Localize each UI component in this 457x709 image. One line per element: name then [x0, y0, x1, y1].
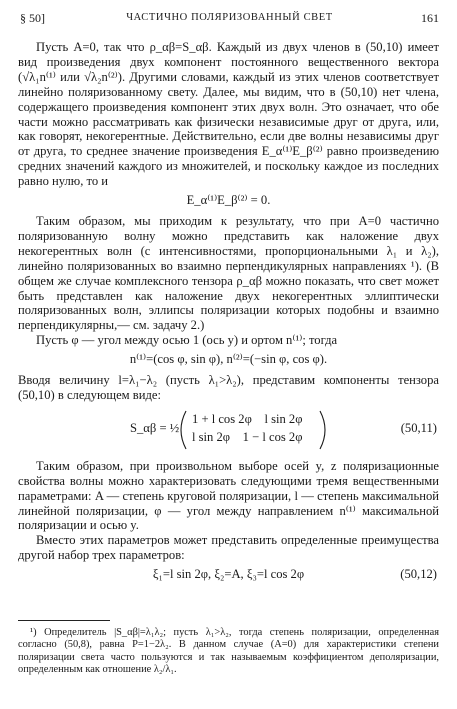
paragraph-5: Таким образом, при произвольном выборе осей y, z поляризационные свойства волны можно характеризовать следующими тремя вещественными параметрами: A — степень круговой поляризации, l — степень максимальной линейной поляризации, φ — угол между направлением n⁽¹⁾ максимальной поляризации и осью y.	[18, 458, 439, 533]
equation-lhs: S_αβ = ½	[130, 420, 180, 435]
paragraph-6: Вместо этих параметров может представить определенные преимущества другой набор трех параметров:	[18, 533, 439, 563]
footnote-rule	[18, 620, 110, 621]
paragraph-4: Вводя величину l=λ₁−λ₂ (пусть λ₁>λ₂), представим компоненты тензора (50,10) в следующем виде:	[18, 373, 439, 402]
running-header	[20, 10, 439, 26]
equation-xi: ξ₁=l sin 2φ, ξ₂=A, ξ₃=l cos 2φ	[152, 567, 305, 582]
paragraph-1: Пусть A=0, так что ρ_αβ=S_αβ. Каждый из двух членов в (50,10) имеет вид произведения двух компонент постоянного вещественного вектора (√λ₁n⁽¹⁾ или √λ₂n⁽²⁾). Другими словами, каждый из этих членов соответствует линейно поляризованному свету. Далее, мы видим, что в (50,10) нет члена, содержащего произведения компонент этих двух волн. Это означает, что обе части можно рассматривать как физически независимые друг от друга, или, как говорят, некогерентные. Действительно, если две волны независимы друг от друга, то среднее значение произведения E_α⁽¹⁾E_β⁽²⁾ равно произведению средних значений каждого из множителей, и поскольку каждое из последних равно нулю, то и	[18, 40, 439, 189]
matrix-row-1: 1 + l cos 2φ l sin 2φ	[192, 411, 303, 426]
matrix-row-2: l sin 2φ 1 − l cos 2φ	[192, 429, 303, 444]
footnote	[18, 627, 439, 677]
page-number: 161	[421, 11, 439, 25]
running-title: ЧАСТИЧНО ПОЛЯРИЗОВАННЫЙ СВЕТ	[126, 12, 333, 23]
section-number: § 50]	[20, 11, 45, 25]
paragraph-3: Пусть φ — угол между осью 1 (ось y) и ортом n⁽¹⁾; тогда	[36, 333, 338, 348]
equation-number: (50,11)	[400, 420, 437, 435]
equation-zero: E_α⁽¹⁾E_β⁽²⁾ = 0.	[186, 193, 271, 208]
equation-50-12	[18, 567, 439, 582]
body-text	[18, 40, 439, 582]
equation-n-vectors: n⁽¹⁾=(cos φ, sin φ), n⁽²⁾=(−sin φ, cos φ).	[129, 352, 328, 367]
footnote-text: ¹) Определитель |S_αβ|=λ₁λ₂; пусть λ₁>λ₂, тогда степень поляризации, определенная согласно (50,8), равна P=1−2λ₂. В данном случае (A=0) для характеристики степени поляризации света часто пользуются и так называемым коэффициентом деполяризации, определенным как отношение λ₂/λ₁.	[18, 627, 439, 676]
equation-50-11	[18, 407, 439, 453]
paragraph-2: Таким образом, мы приходим к результату, что при A=0 частично поляризованную волну можно представить как наложение двух некогерентных волн (с интенсивностями, пропорциональными λ₁ и λ₂), линейно поляризованных во взаимно перпендикулярных направлениях ¹). (В общем же случае комплексного тензора ρ_αβ можно показать, что свет может быть представлен как наложение двух некогерентных эллиптически поляризованных волн, эллипсы поляризации которых подобны и взаимно перпендикулярны,— см. задачу 2.)	[18, 213, 439, 333]
equation-number: (50,12)	[400, 567, 437, 582]
